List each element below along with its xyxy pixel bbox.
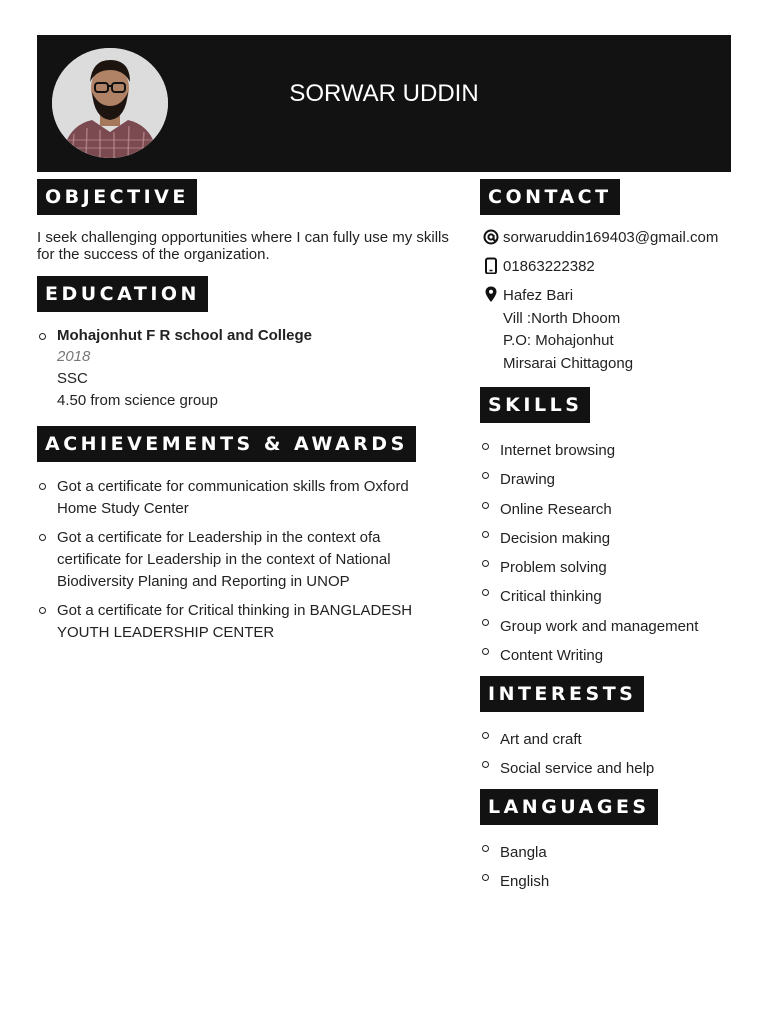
candidate-name: SORWAR UDDIN xyxy=(289,80,479,107)
achievement-item: Got a certificate for communication skills from Oxford Home Study Center xyxy=(37,476,447,520)
location-pin-icon xyxy=(483,285,499,303)
education-list xyxy=(37,326,457,412)
objective-text: I seek challenging opportunities where I can fully use my skills for the success of the organization. xyxy=(37,229,449,263)
phone-icon xyxy=(483,256,499,274)
skill-item: Group work and management xyxy=(480,612,740,641)
education-year: 2018 xyxy=(57,348,91,365)
contact-phone[interactable]: 01863222382 xyxy=(503,258,595,275)
languages-list xyxy=(480,838,740,896)
contact-heading: CONTACT xyxy=(480,179,620,215)
skill-item: Critical thinking xyxy=(480,582,740,611)
interest-item: Social service and help xyxy=(480,754,740,783)
skill-item: Internet browsing xyxy=(480,436,740,465)
interests-heading: INTERESTS xyxy=(480,676,644,712)
language-item: Bangla xyxy=(480,838,740,867)
languages-heading: LANGUAGES xyxy=(480,789,658,825)
skill-item: Drawing xyxy=(480,465,740,494)
skill-item: Online Research xyxy=(480,495,740,524)
interests-list xyxy=(480,725,740,783)
education-entry xyxy=(37,326,457,412)
education-degree: SSC xyxy=(57,370,88,387)
objective-heading: OBJECTIVE xyxy=(37,179,197,215)
resume-header xyxy=(37,35,731,172)
achievements-heading: ACHIEVEMENTS & AWARDS xyxy=(37,426,416,462)
achievement-item: Got a certificate for Critical thinking in BANGLADESH YOUTH LEADERSHIP CENTER xyxy=(37,600,447,644)
achievement-item: Got a certificate for Leadership in the context ofa certificate for Leadership in the context of National Biodiversity Planing and Reporting in UNOP xyxy=(37,527,447,593)
education-heading: EDUCATION xyxy=(37,276,208,312)
contact-address xyxy=(503,285,633,375)
address-line: Vill :North Dhoom xyxy=(503,309,621,327)
address-line: P.O: Mohajonhut xyxy=(503,332,614,349)
skills-list xyxy=(480,436,740,670)
skill-item: Problem solving xyxy=(480,553,740,582)
skill-item: Decision making xyxy=(480,524,740,553)
school-name: Mohajonhut F R school and College xyxy=(57,327,312,344)
interest-item: Art and craft xyxy=(480,725,740,754)
education-result: 4.50 from science group xyxy=(57,392,218,409)
skills-heading: SKILLS xyxy=(480,387,590,423)
skill-item: Content Writing xyxy=(480,641,740,670)
at-icon xyxy=(483,227,499,245)
address-line: Hafez Bari xyxy=(503,287,574,304)
address-line: Mirsarai Chittagong xyxy=(503,354,634,372)
contact-email[interactable]: sorwaruddin169403@gmail.com xyxy=(503,229,719,246)
achievements-list xyxy=(37,476,447,644)
language-item: English xyxy=(480,867,740,896)
